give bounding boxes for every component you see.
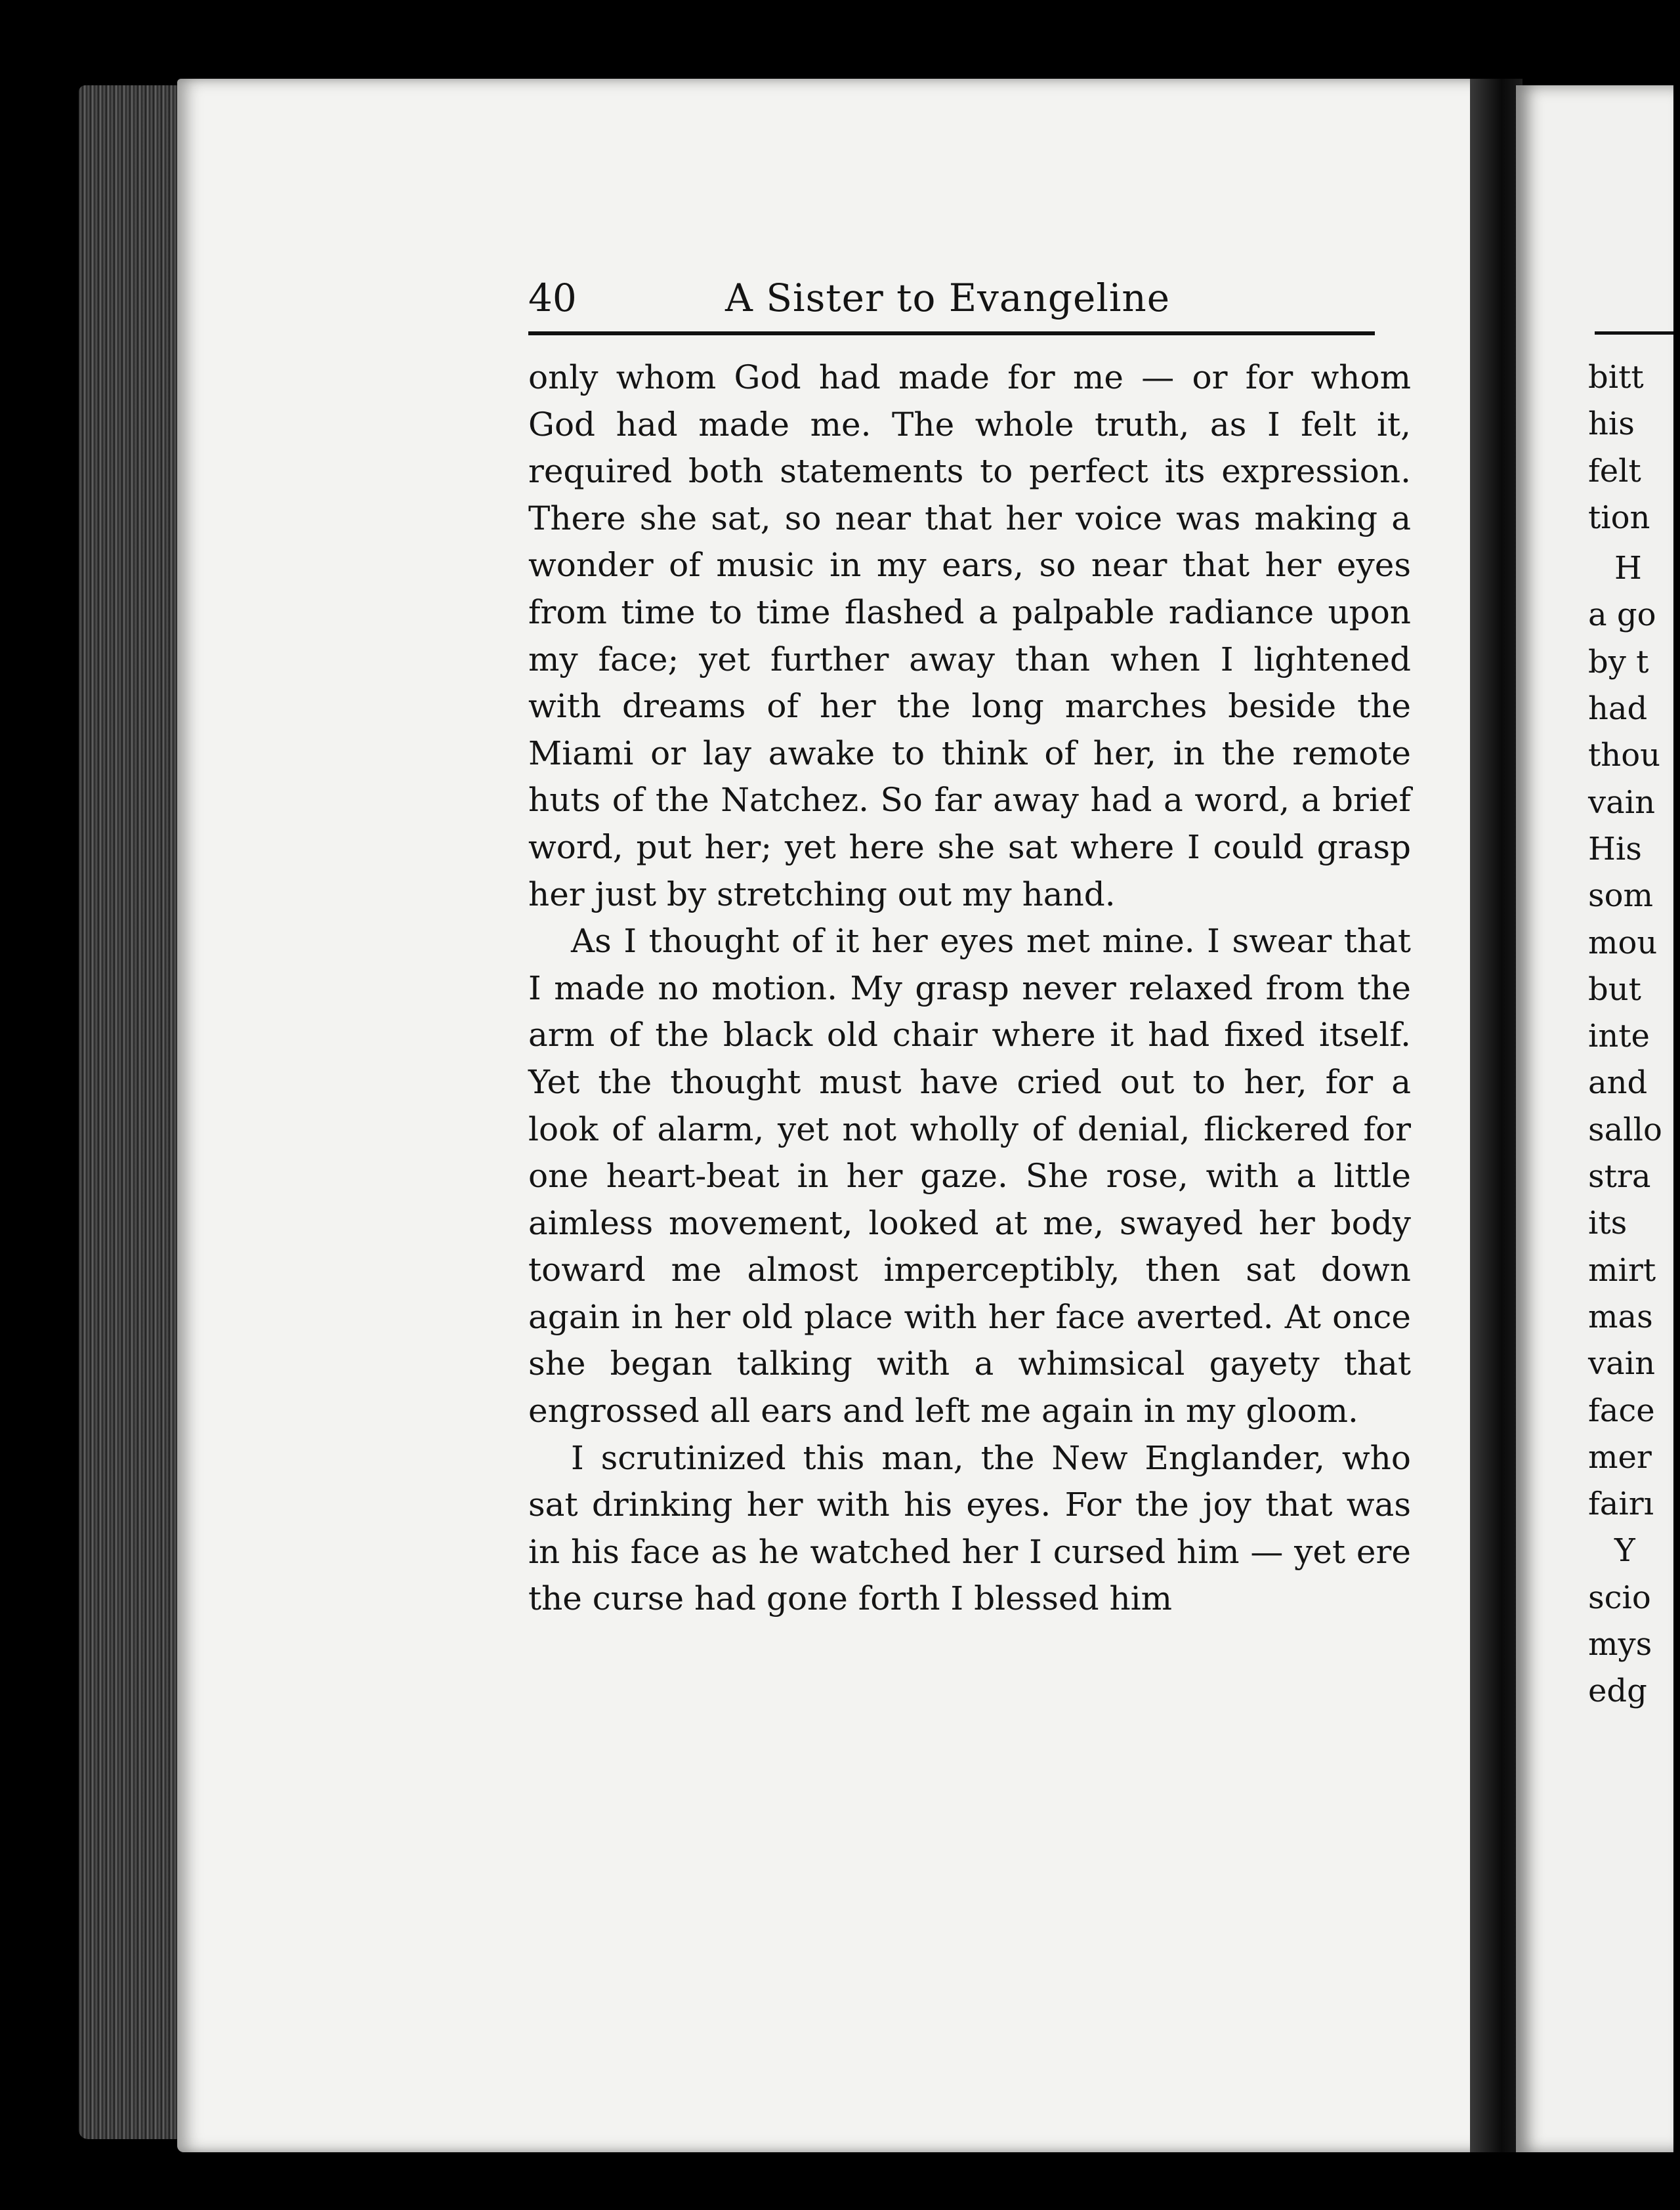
paragraph: I scrutinized this man, the New Englander, who sat drinking her with his eyes. For the joy that was in his face as he watched her I cursed him — yet ere the curse had gone forth I blessed him [528, 1438, 1411, 1618]
facing-line: som [1588, 877, 1654, 915]
page-edge-stack [79, 85, 184, 2139]
facing-line: by t [1588, 643, 1649, 680]
facing-line: face [1588, 1392, 1655, 1429]
facing-head-rule [1595, 331, 1673, 335]
running-title: A Sister to Evangeline [725, 276, 1171, 320]
body-text [528, 354, 1411, 1623]
facing-line: and [1588, 1064, 1648, 1102]
head-rule [528, 331, 1375, 335]
facing-line: edg [1588, 1673, 1647, 1710]
facing-line: tion [1588, 499, 1650, 536]
page-number: 40 [528, 276, 577, 320]
facing-line: mirt [1588, 1251, 1656, 1289]
facing-line: mas [1588, 1298, 1653, 1335]
facing-line: a go [1588, 596, 1656, 634]
facing-line: felt [1588, 452, 1641, 490]
left-page-text [528, 262, 1411, 1618]
facing-line: mys [1588, 1626, 1652, 1663]
facing-line: mou [1588, 924, 1658, 961]
book-gutter [1470, 79, 1522, 2152]
running-head [528, 262, 1408, 328]
facing-line: its [1588, 1205, 1628, 1242]
facing-line: fairı [1588, 1486, 1654, 1523]
facing-line: but [1588, 970, 1641, 1008]
facing-line: bitt [1588, 359, 1644, 396]
facing-line: H [1614, 550, 1642, 587]
paragraph: As I thought of it her eyes met mine. I swear that I made no motion. My grasp never relaxed from the arm of the black old chair where it had fixed itself. Yet the thought must have cried out to her, for a look of alarm, yet not wholly of denial, flickered for one heart-beat in her gaze. She rose, with a little aimless movement, looked at me, swayed her body toward me almost imperceptibly, then sat down again in her old place with her face averted. At once she began talking with a whimsical gayety that engrossed all ears and left me again in my gloom. [528, 922, 1411, 1430]
facing-line: mer [1588, 1438, 1652, 1476]
facing-line: His [1588, 830, 1642, 867]
facing-page-text [1588, 354, 1680, 1715]
facing-line: vain [1588, 1345, 1655, 1383]
facing-line: thou [1588, 737, 1661, 774]
facing-line: scio [1588, 1579, 1651, 1616]
paragraph: only whom God had made for me — or for whom God had made me. The whole truth, as I felt it, required both statements to perfect its expression. There she sat, so near that her voice was making a wonder of music in my ears, so near that her eyes from time to time flashed a palpable radiance upon my face; yet further away than when I lightened with dreams of her the long marches beside the Miami or lay awake to think of her, in the remote huts of the Natchez. So far away had a word, a brief word, put her; yet here she sat where I could grasp her just by stretching out my hand. [528, 358, 1411, 913]
facing-line: sallo [1588, 1111, 1662, 1148]
facing-line: Y [1614, 1532, 1635, 1570]
facing-line: vain [1588, 783, 1655, 821]
facing-line: had [1588, 690, 1648, 728]
facing-line: stra [1588, 1158, 1651, 1196]
facing-line: his [1588, 406, 1635, 443]
facing-line: inte [1588, 1018, 1650, 1055]
